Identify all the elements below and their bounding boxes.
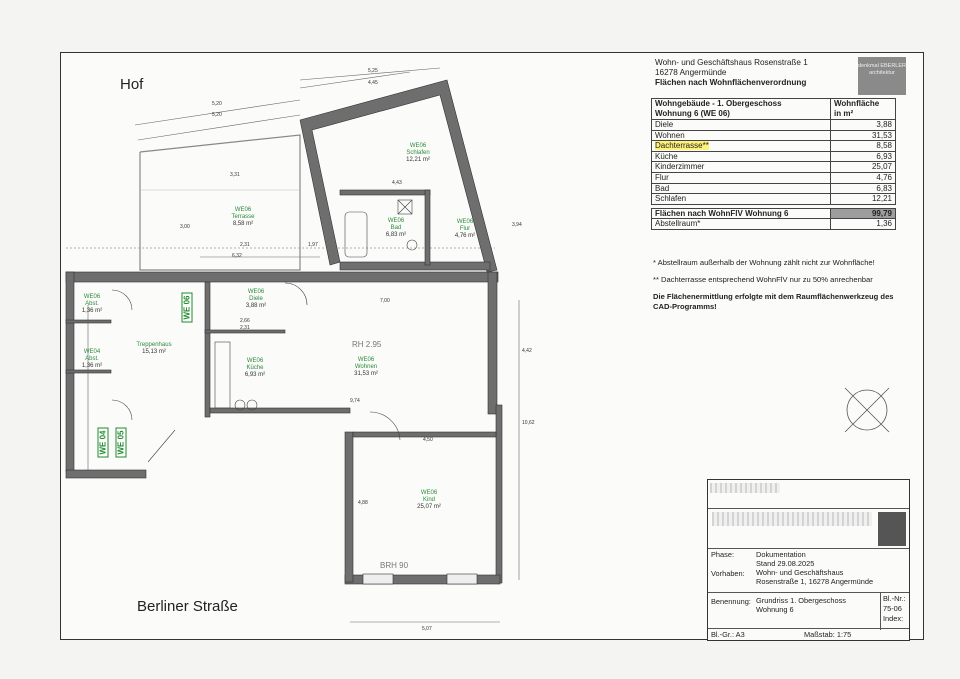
project-address-line1: Wohn- und Geschäftshaus Rosenstraße 1 <box>655 58 808 67</box>
room-wohnen <box>354 357 378 378</box>
room-name: Schlafen <box>406 150 430 156</box>
room-area: 4,76 m² <box>454 233 476 239</box>
dim-text: 4,43 <box>392 180 402 186</box>
project-header <box>655 58 808 88</box>
table-total-row <box>652 208 896 219</box>
blatt-nr-value: 75-06 <box>883 604 902 613</box>
room-area: 3,88 m² <box>245 303 267 309</box>
table-row <box>652 194 896 205</box>
vorhaben-value-1: Wohn- und Geschäftshaus <box>756 568 844 577</box>
room-area: 1,36 m² <box>81 308 103 314</box>
room-area: 15,13 m² <box>142 349 166 355</box>
phase-value-1: Dokumentation <box>756 550 806 559</box>
room-we: WE06 <box>409 143 427 149</box>
head-left-1: Wohngebäude - 1. Obergeschoss <box>655 99 782 108</box>
dim-text: 5,07 <box>422 626 432 632</box>
row-name <box>652 141 831 152</box>
vorhaben-key: Vorhaben: <box>711 569 745 578</box>
dim-text: 2,66 <box>240 318 250 324</box>
room-name: Kind <box>422 497 435 503</box>
unit-tag-we04: WE 04 <box>98 427 109 457</box>
sheet-title: Flächen nach Wohnflächenverordnung <box>655 78 807 87</box>
head-left-2: Wohnung 6 (WE 06) <box>655 109 730 118</box>
room-area: 25,07 m² <box>417 504 441 510</box>
room-name: Treppenhaus <box>136 342 172 348</box>
row-name: Abstellraum* <box>652 219 831 230</box>
row-value: 31,53 <box>831 130 896 141</box>
room-name: Terrasse <box>231 214 255 220</box>
head-right-2: in m² <box>834 109 854 118</box>
dim-text: 2,31 <box>240 325 250 331</box>
row-value: 25,07 <box>831 162 896 173</box>
room-we: WE06 <box>357 357 375 363</box>
tb-divider <box>708 628 909 629</box>
highlighted-text: Dachterrasse** <box>655 141 709 151</box>
room-height-label: RH 2.95 <box>352 340 382 349</box>
row-value: 1,36 <box>831 219 896 230</box>
dim-text: 10,62 <box>522 420 535 426</box>
room-name: Bad <box>390 225 402 231</box>
dim-text: 4,42 <box>522 348 532 354</box>
table-row <box>652 151 896 162</box>
dim-text: 7,00 <box>380 298 390 304</box>
room-area: 8,58 m² <box>232 221 254 227</box>
table-row <box>652 130 896 141</box>
room-terrasse <box>231 207 254 228</box>
tb-divider <box>708 548 909 549</box>
room-name: Diele <box>249 296 263 302</box>
row-name: Küche <box>652 151 831 162</box>
note-terrace: ** Dachterrasse entsprechend WohnFlV nur zu 50% anrechenbar <box>653 275 873 284</box>
room-area: 12,21 m² <box>406 157 430 163</box>
room-bad <box>386 218 406 239</box>
row-name: Diele <box>652 120 831 131</box>
redacted-area <box>710 483 780 493</box>
dim-text: 4,88 <box>358 500 368 506</box>
architect-logo: denkmal EBERLER architektur <box>858 57 906 95</box>
row-value: 3,88 <box>831 120 896 131</box>
area-table-head-right <box>831 99 896 120</box>
table-row <box>652 162 896 173</box>
row-name: Wohnen <box>652 130 831 141</box>
redacted-area <box>712 512 872 526</box>
room-we: WE06 <box>387 218 405 224</box>
dim-text: 5,25 <box>368 68 378 74</box>
table-row <box>652 183 896 194</box>
tb-divider <box>708 508 909 509</box>
project-address-line2: 16278 Angermünde <box>655 68 727 77</box>
area-table-head-left <box>652 99 831 120</box>
vorhaben-value-2: Rosenstraße 1, 16278 Angermünde <box>756 577 874 586</box>
total-label: Flächen nach WohnFlV Wohnung 6 <box>652 208 831 219</box>
dim-text: 1,97 <box>308 242 318 248</box>
unit-tag-we06: WE 06 <box>182 292 193 322</box>
row-name: Flur <box>652 172 831 183</box>
room-name: Abst. <box>85 301 99 307</box>
room-name: Wohnen <box>354 364 378 370</box>
room-we: WE06 <box>456 219 474 225</box>
table-row <box>652 120 896 131</box>
title-block <box>707 479 910 641</box>
row-name: Kinderzimmer <box>652 162 831 173</box>
blatt-groesse: Bl.-Gr.: A3 <box>711 630 745 639</box>
room-kueche <box>245 358 265 379</box>
room-kind <box>417 490 441 511</box>
room-name: Küche <box>246 365 264 371</box>
row-name: Schlafen <box>652 194 831 205</box>
index-key: Index: <box>883 614 904 623</box>
sill-height-label: BRH 90 <box>380 561 409 570</box>
table-row <box>652 172 896 183</box>
dim-text: 3,94 <box>512 222 522 228</box>
benennung-key: Benennung: <box>711 597 751 606</box>
benennung-value-1: Grundriss 1. Obergeschoss <box>756 596 846 605</box>
blatt-nr-key: Bl.-Nr.: <box>883 594 906 603</box>
dim-text: 6,32 <box>232 253 242 259</box>
room-area: 31,53 m² <box>354 371 378 377</box>
room-we: WE04 <box>83 349 101 355</box>
room-schlafen <box>406 143 430 164</box>
dim-text: 5,20 <box>212 101 222 107</box>
street-label: Berliner Straße <box>137 598 238 615</box>
room-area: 1,36 m² <box>81 363 103 369</box>
dim-text: 9,74 <box>350 398 360 404</box>
tb-divider <box>708 592 909 593</box>
dim-text: 4,45 <box>368 80 378 86</box>
dim-text: 5,20 <box>212 112 222 118</box>
table-row <box>652 219 896 230</box>
row-value: 4,76 <box>831 172 896 183</box>
room-name: Abst. <box>85 356 99 362</box>
room-we: WE06 <box>246 358 264 364</box>
table-row <box>652 141 896 152</box>
head-right-1: Wohnfläche <box>834 99 880 108</box>
row-value: 8,58 <box>831 141 896 152</box>
massstab: Maßstab: 1:75 <box>804 630 852 639</box>
row-value: 6,93 <box>831 151 896 162</box>
benennung-value-2: Wohnung 6 <box>756 605 794 614</box>
tb-vline <box>880 592 881 630</box>
row-value: 6,83 <box>831 183 896 194</box>
room-area: 6,93 m² <box>244 372 266 378</box>
room-abst-we04 <box>82 349 102 370</box>
area-table <box>651 98 896 230</box>
dim-text: 3,00 <box>180 224 190 230</box>
room-abst-we06 <box>82 294 102 315</box>
room-we: WE06 <box>83 294 101 300</box>
room-we: WE06 <box>234 207 252 213</box>
stamp-mark <box>878 512 906 546</box>
row-name: Bad <box>652 183 831 194</box>
room-treppenhaus <box>136 342 171 356</box>
row-value: 12,21 <box>831 194 896 205</box>
note-storage: * Abstellraum außerhalb der Wohnung zählt nicht zur Wohnfläche! <box>653 258 875 267</box>
dim-text: 4,50 <box>423 437 433 443</box>
room-name: Flur <box>459 226 471 232</box>
room-diele <box>246 289 266 310</box>
unit-tag-we05: WE 05 <box>116 427 127 457</box>
notes <box>653 258 903 319</box>
room-flur <box>455 219 475 240</box>
phase-value-2: Stand 29.08.2025 <box>756 559 815 568</box>
note-cad: Die Flächenermittlung erfolgte mit dem Raumflächenwerkzeug des CAD-Programms! <box>653 292 894 311</box>
phase-key: Phase: <box>711 550 735 559</box>
hof-label: Hof <box>120 76 144 93</box>
dim-text: 2,31 <box>240 242 250 248</box>
total-value: 99,79 <box>831 208 896 219</box>
room-we: WE06 <box>420 490 438 496</box>
dim-text: 3,31 <box>230 172 240 178</box>
room-area: 6,83 m² <box>385 232 407 238</box>
room-we: WE06 <box>247 289 265 295</box>
